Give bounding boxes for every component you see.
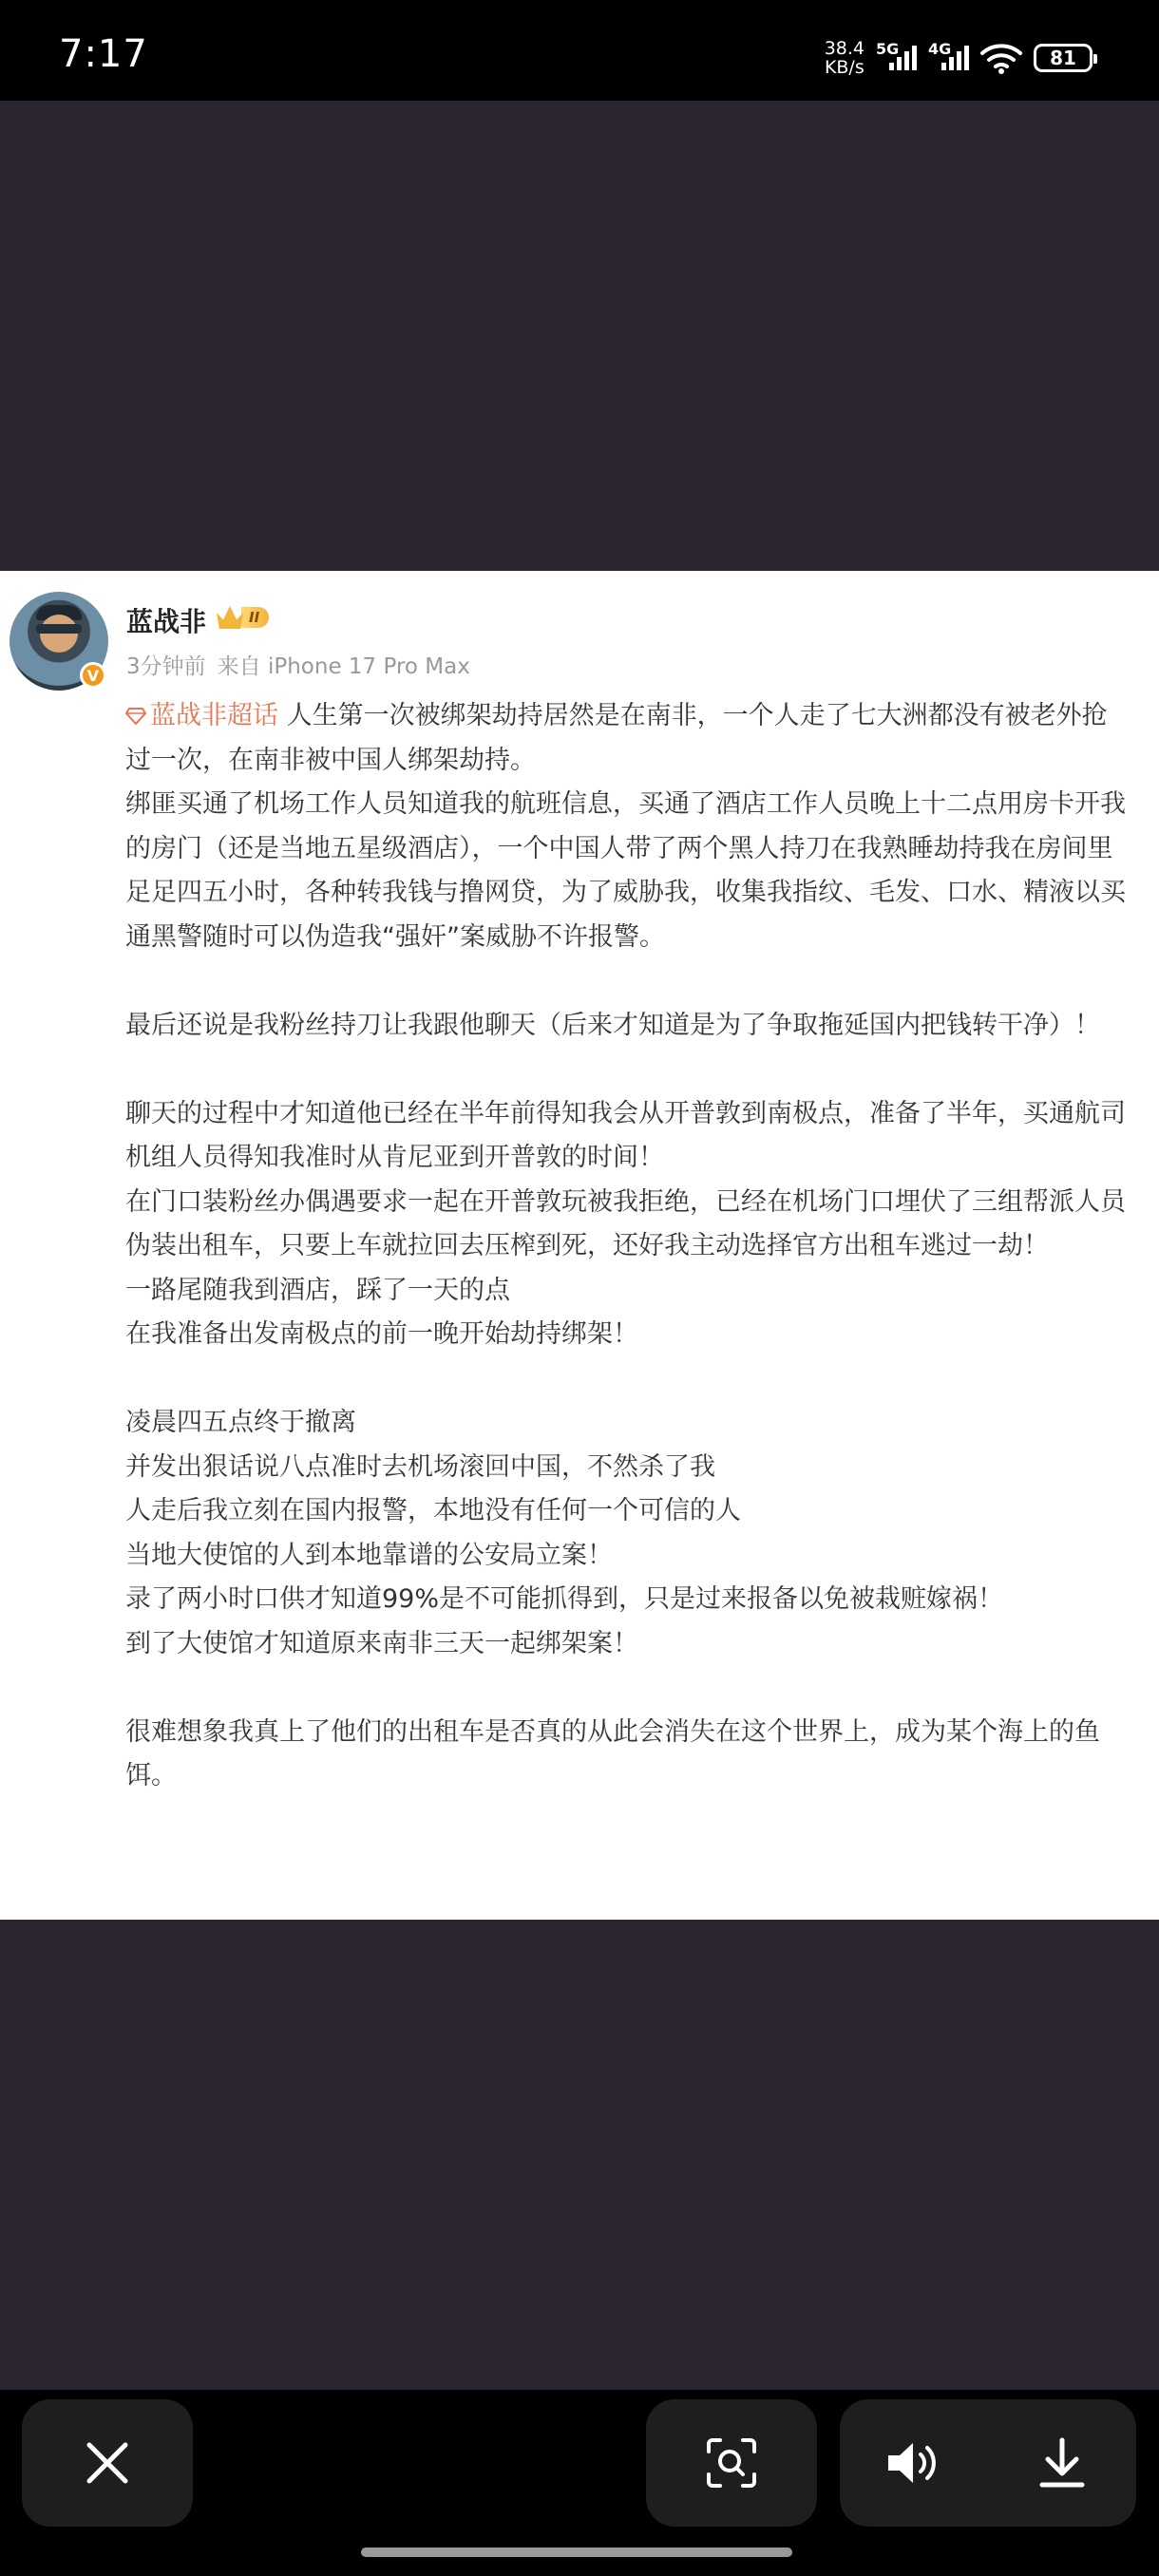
speaker-icon xyxy=(886,2439,941,2487)
media-actions-group xyxy=(840,2399,1136,2527)
paragraph-gap xyxy=(125,959,1132,1004)
post-paragraph-text: 人生第一次被绑架劫持居然是在南非，一个人走了七大洲都没有被老外抢过一次，在南非被中国人绑架劫持。 xyxy=(125,701,1108,775)
wifi-icon xyxy=(980,42,1022,74)
signal-4g-icon xyxy=(928,40,969,70)
home-indicator[interactable] xyxy=(361,2548,792,2557)
post-paragraph: 在门口装粉丝办偶遇要求一起在开普敦玩被我拒绝，已经在机场门口埋伏了三组帮派人员伪装出租车，只要上车就拉回去压榨到死，还好我主动选择官方出租车逃过一劫！ xyxy=(125,1186,1126,1260)
sim1-label: 5G xyxy=(876,40,900,58)
topic-link[interactable] xyxy=(125,701,278,730)
signal-5g-icon xyxy=(876,40,917,70)
level-label: II xyxy=(241,607,269,628)
paragraph-gap xyxy=(125,1666,1132,1711)
status-time: 7:17 xyxy=(59,32,148,76)
post-time: 3分钟前 xyxy=(126,654,206,679)
post-body xyxy=(125,694,1132,1799)
sound-button[interactable] xyxy=(857,2406,971,2520)
download-button[interactable] xyxy=(1005,2406,1119,2520)
post-paragraph xyxy=(125,694,1132,783)
post-paragraph: 并发出狠话说八点准时去机场滚回中国，不然杀了我 xyxy=(125,1451,715,1482)
status-bar xyxy=(0,0,1159,101)
status-icons xyxy=(825,36,1092,80)
network-speed-unit: KB/s xyxy=(824,57,864,78)
battery-level: 81 xyxy=(1050,47,1076,69)
post-paragraph: 凌晨四五点终于撤离 xyxy=(125,1408,356,1437)
paragraph-gap xyxy=(125,1048,1132,1092)
topic-label[interactable]: 蓝战非超话 xyxy=(150,701,278,730)
diamond-icon xyxy=(125,708,146,725)
sim2-label: 4G xyxy=(928,40,952,58)
download-icon xyxy=(1038,2436,1086,2490)
post-paragraph: 绑匪买通了机场工作人员知道我的航班信息，买通了酒店工作人员晚上十二点用房卡开我的房门（还是当地五星级酒店），一个中国人带了两个黑人持刀在我熟睡劫持我在房间里足足四五小时，各种转我钱与撸网贷，为了威胁我，收集我指纹、毛发、口水、精液以买通黑警随时可以伪造我“强奸”案威胁不许报警。 xyxy=(125,789,1126,952)
author-name[interactable]: 蓝战非 xyxy=(126,606,207,637)
post-card xyxy=(0,571,1159,1920)
post-paragraph: 录了两小时口供才知道99%是不可能抓得到，只是过来报备以免被栽赃嫁祸！ xyxy=(125,1584,1004,1614)
post-source: 来自 iPhone 17 Pro Max xyxy=(217,654,470,679)
network-speed-value: 38.4 xyxy=(824,38,864,59)
post-paragraph: 人走后我立刻在国内报警，本地没有任何一个可信的人 xyxy=(125,1496,741,1525)
scan-search-icon xyxy=(705,2436,758,2490)
post-paragraph: 当地大使馆的人到本地靠谱的公安局立案！ xyxy=(125,1540,613,1570)
close-button[interactable] xyxy=(22,2399,193,2527)
post-paragraph: 很难想象我真上了他们的出租车是否真的从此会消失在这个世界上，成为某个海上的鱼饵。 xyxy=(125,1716,1100,1790)
paragraph-gap xyxy=(125,1357,1132,1402)
battery-icon xyxy=(1034,44,1092,72)
crown-icon xyxy=(217,606,243,629)
network-speed xyxy=(825,39,864,77)
post-paragraph: 一路尾随我到酒店，踩了一天的点 xyxy=(125,1275,510,1305)
post-paragraph: 在我准备出发南极点的前一晚开始劫持绑架！ xyxy=(125,1319,638,1349)
post-paragraph: 最后还说是我粉丝持刀让我跟他聊天（后来才知道是为了争取拖延国内把钱转干净）！ xyxy=(125,1010,1100,1040)
visual-search-button[interactable] xyxy=(646,2399,817,2527)
level-badge xyxy=(217,605,269,630)
verified-badge-icon: V xyxy=(80,662,106,689)
post-paragraph: 聊天的过程中才知道他已经在半年前得知我会从开普敦到南极点，准备了半年，买通航司机组人员得知我准时从肯尼亚到开普敦的时间！ xyxy=(125,1098,1126,1172)
close-icon xyxy=(86,2441,129,2485)
post-meta xyxy=(126,649,470,680)
post-paragraph: 到了大使馆才知道原来南非三天一起绑架案！ xyxy=(125,1628,638,1658)
